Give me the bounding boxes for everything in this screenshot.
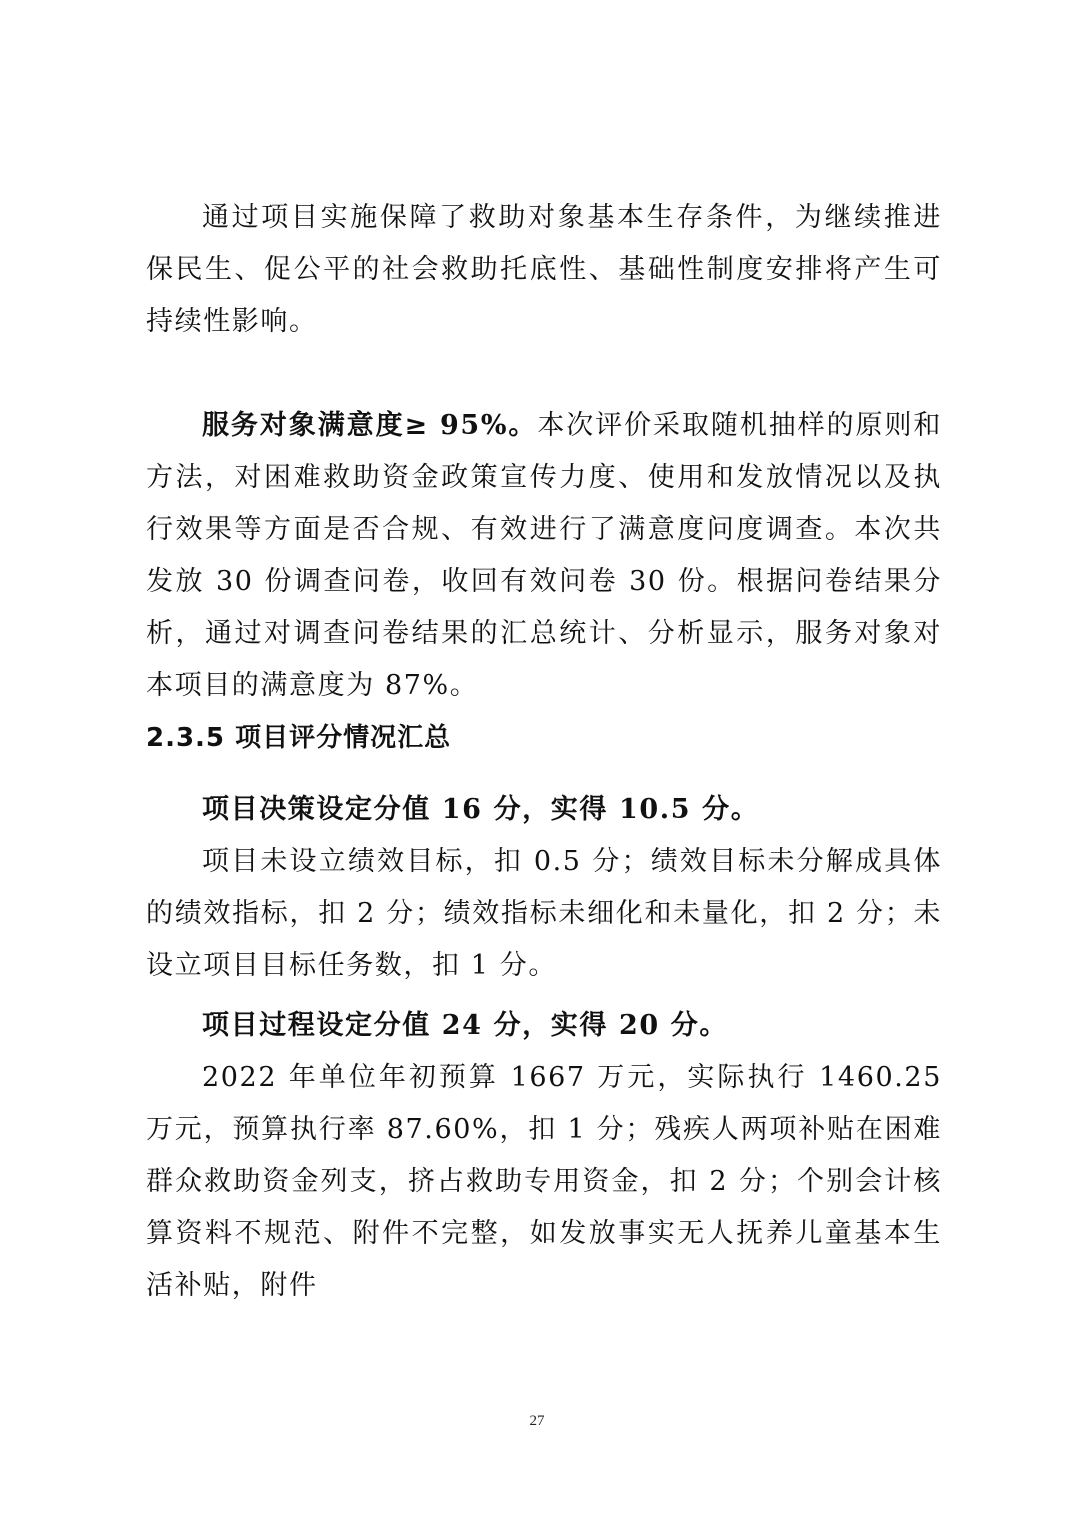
satisfaction-description: 本次评价采取随机抽样的原则和方法，对困难救助资金政策宣传力度、使用和发放情况以及执行效果等方面是否合规、有效进行了满意度问度调查。本次共发放 30 份调查问卷，收回有效问卷 30 份。根据问卷结果分析，通过对调查问卷结果的汇总统计、分析显示，服务对象对本项目的满意度为 87%。 <box>146 410 942 701</box>
decision-score-title: 项目决策设定分值 16 分，实得 10.5 分。 <box>202 794 760 825</box>
page-content <box>146 192 942 1312</box>
process-score-detail: 2022 年单位年初预算 1667 万元，实际执行 1460.25 万元，预算执行率 87.60%，扣 1 分；残疾人两项补贴在困难群众救助资金列支，挤占救助专用资金，扣 2 分；个别会计核算资料不规范、附件不完整，如发放事实无人抚养儿童基本生活补贴，附件 <box>146 1062 942 1301</box>
satisfaction-indicator: 服务对象满意度≥ 95%。 <box>202 410 538 441</box>
satisfaction-paragraph <box>146 400 942 712</box>
sustainability-paragraph: 通过项目实施保障了救助对象基本生存条件，为继续推进保民生、促公平的社会救助托底性、基础性制度安排将产生可持续性影响。 <box>146 202 942 337</box>
process-score-title: 项目过程设定分值 24 分，实得 20 分。 <box>202 1010 728 1041</box>
section-heading: 2.3.5 项目评分情况汇总 <box>146 723 452 753</box>
decision-score-detail: 项目未设立绩效目标，扣 0.5 分；绩效目标未分解成具体的绩效指标，扣 2 分；绩效指标未细化和未量化，扣 2 分；未设立项目目标任务数，扣 1 分。 <box>146 846 942 981</box>
page-number: 27 <box>529 1413 545 1429</box>
